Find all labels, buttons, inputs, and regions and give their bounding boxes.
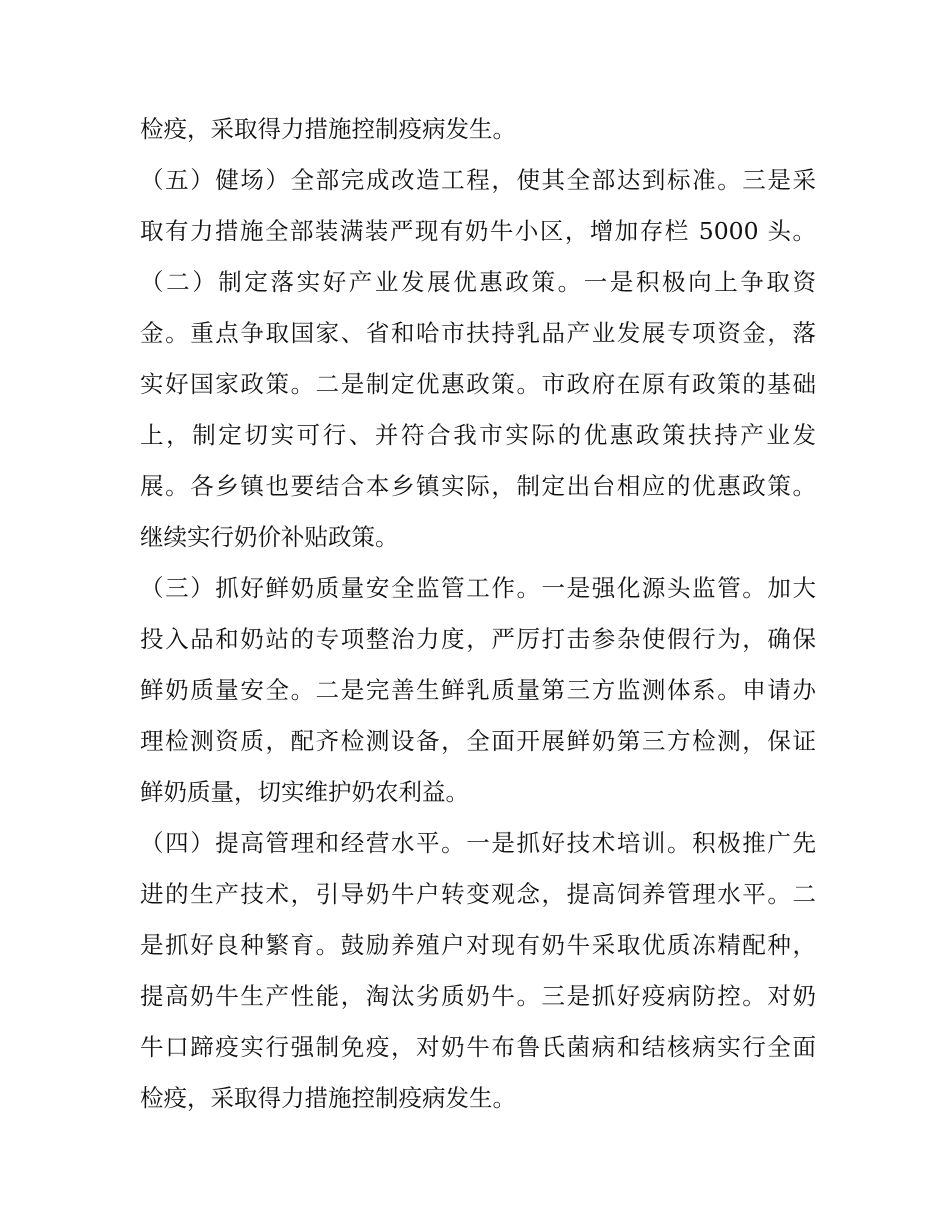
- text-line: 进的生产技术，引导奶牛户转变观念，提高饲养管理水平。二: [140, 880, 816, 908]
- text-line: 鲜奶质量安全。二是完善生鲜乳质量第三方监测体系。申请办: [140, 676, 816, 704]
- text-line: 取有力措施全部装满装严现有奶牛小区，增加存栏 5000 头。: [140, 217, 816, 245]
- text-line: （二）制定落实好产业发展优惠政策。一是积极向上争取资: [140, 268, 816, 296]
- text-line: 继续实行奶价补贴政策。: [140, 523, 399, 551]
- text-line: 金。重点争取国家、省和哈市扶持乳品产业发展专项资金，落: [140, 319, 816, 347]
- text-line: 是抓好良种繁育。鼓励养殖户对现有奶牛采取优质冻精配种，: [140, 931, 816, 959]
- text-line: （四）提高管理和经营水平。一是抓好技术培训。积极推广先: [140, 829, 816, 857]
- text-line: （三）抓好鲜奶质量安全监管工作。一是强化源头监管。加大: [140, 574, 816, 602]
- text-line: 投入品和奶站的专项整治力度，严厉打击参杂使假行为，确保: [140, 625, 816, 653]
- text-line: 展。各乡镇也要结合本乡镇实际，制定出台相应的优惠政策。: [140, 472, 816, 500]
- text-line: 实好国家政策。二是制定优惠政策。市政府在原有政策的基础: [140, 370, 816, 398]
- text-line: 鲜奶质量，切实维护奶农利益。: [140, 778, 469, 806]
- text-line: （五）健场）全部完成改造工程，使其全部达到标准。三是采: [140, 166, 816, 194]
- body-text: [140, 104, 816, 1124]
- text-line: 牛口蹄疫实行强制免疫，对奶牛布鲁氏菌病和结核病实行全面: [140, 1033, 816, 1061]
- text-line: 检疫，采取得力措施控制疫病发生。: [140, 115, 516, 143]
- text-line: 检疫，采取得力措施控制疫病发生。: [140, 1084, 516, 1112]
- text-line: 上，制定切实可行、并符合我市实际的优惠政策扶持产业发: [140, 421, 816, 449]
- text-line: 理检测资质，配齐检测设备，全面开展鲜奶第三方检测，保证: [140, 727, 816, 755]
- text-line: 提高奶牛生产性能，淘汰劣质奶牛。三是抓好疫病防控。对奶: [140, 982, 816, 1010]
